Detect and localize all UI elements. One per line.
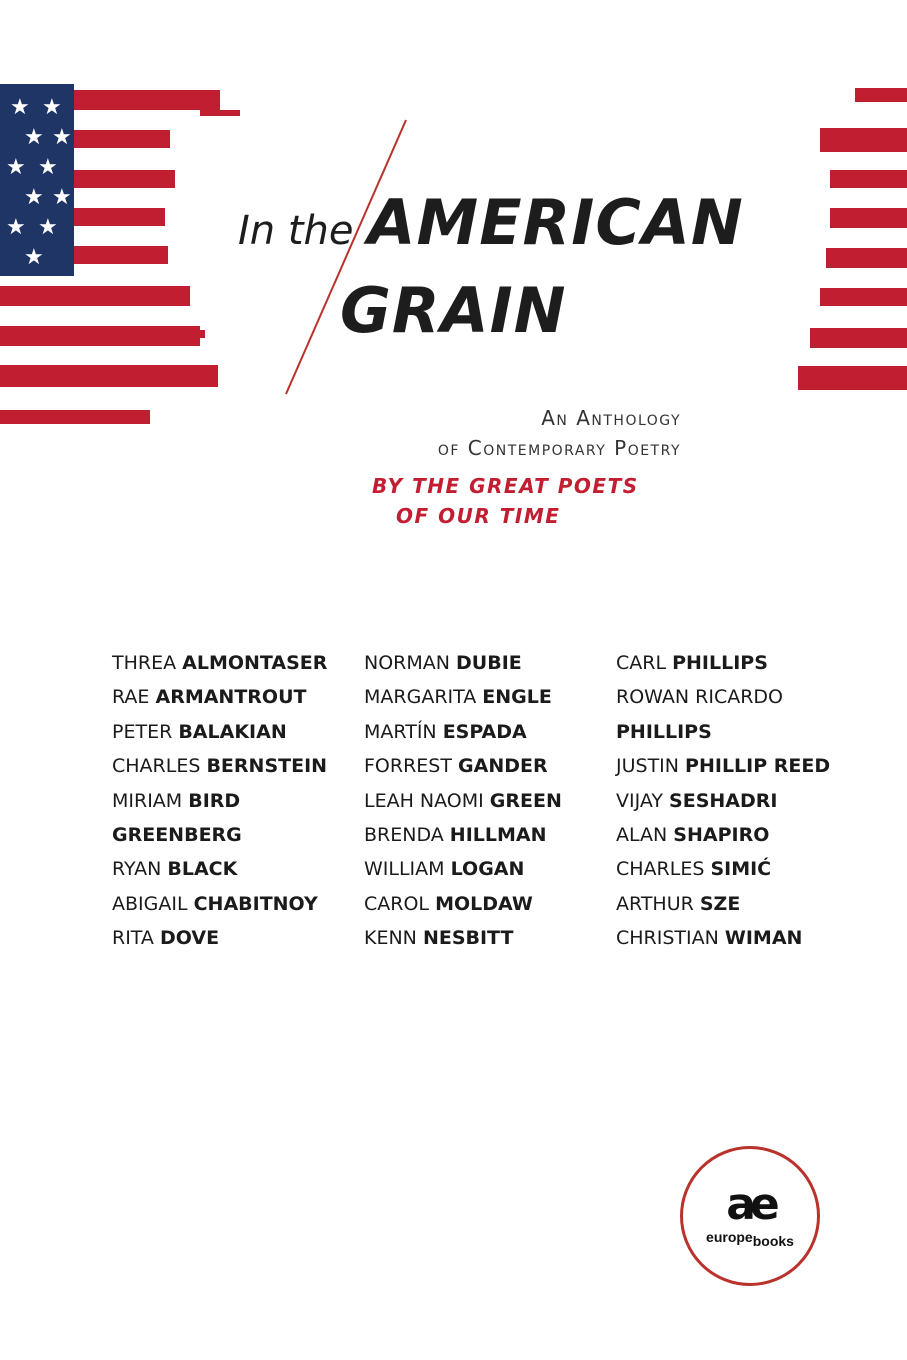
author-entry: CARL PHILLIPS — [616, 652, 768, 674]
author-entry: CAROL MOLDAW — [364, 892, 533, 915]
svg-text:★: ★ — [38, 155, 58, 180]
author-entry: RAE ARMANTROUT — [112, 686, 307, 709]
tagline-line-2: OF OUR TIME — [396, 504, 561, 528]
europebooks-logo-icon — [680, 1146, 820, 1286]
title-main-2: GRAIN — [340, 274, 567, 347]
author-entry: ABIGAIL CHABITNOY — [112, 892, 318, 915]
svg-text:★: ★ — [24, 125, 44, 150]
title-line-1 — [238, 186, 744, 259]
author-entry: ROWAN RICARDO — [616, 686, 784, 709]
author-entry: PHILLIPS — [616, 720, 712, 743]
author-entry: KENN NESBITT — [364, 927, 514, 950]
author-entry: JUSTIN PHILLIP REED — [616, 755, 831, 778]
subtitle-line-2: of Contemporary Poetry — [437, 436, 681, 460]
author-entry: ARTHUR SZE — [616, 892, 741, 915]
svg-text:★: ★ — [10, 95, 30, 120]
author-entry: MARGARITA ENGLE — [364, 686, 552, 709]
svg-text:★: ★ — [6, 155, 26, 180]
author-entry: ALAN SHAPIRO — [616, 823, 770, 846]
author-entry: RYAN BLACK — [112, 858, 238, 881]
author-entry: PETER BALAKIAN — [112, 720, 287, 743]
author-entry: FORREST GANDER — [364, 755, 548, 778]
authors-column-1 — [112, 650, 327, 960]
svg-text:★: ★ — [38, 215, 58, 240]
publisher-name: europebooks — [706, 1229, 794, 1249]
author-entry: GREENBERG — [112, 823, 242, 846]
authors-column-3 — [616, 650, 830, 960]
flag-right-icon — [790, 88, 907, 398]
svg-text:★: ★ — [52, 185, 72, 210]
svg-text:★: ★ — [6, 215, 26, 240]
author-entry: MARTÍN ESPADA — [364, 720, 527, 743]
subtitle-line-1: An Anthology — [541, 406, 681, 430]
author-entry: CHRISTIAN WIMAN — [616, 927, 803, 950]
svg-text:★: ★ — [24, 245, 44, 270]
flag-left-icon — [0, 80, 245, 430]
author-entry: WILLIAM LOGAN — [364, 858, 525, 881]
author-entry: THREA ALMONTASER — [112, 652, 328, 674]
svg-text:★: ★ — [52, 125, 72, 150]
author-entry: VIJAY SESHADRI — [616, 789, 778, 812]
svg-text:★: ★ — [24, 185, 44, 210]
author-entry: LEAH NAOMI GREEN — [364, 789, 562, 812]
author-entry: CHARLES SIMIĆ — [616, 858, 772, 881]
tagline-line-1: BY THE GREAT POETS — [372, 474, 639, 498]
author-entry: CHARLES BERNSTEIN — [112, 755, 328, 778]
author-entry: BRENDA HILLMAN — [364, 823, 547, 846]
author-entry: NORMAN DUBIE — [364, 652, 522, 674]
author-entry: RITA DOVE — [112, 927, 220, 950]
title-prefix: In the — [238, 208, 354, 254]
title-main-1: AMERICAN — [367, 186, 744, 259]
author-entry: MIRIAM BIRD — [112, 789, 241, 812]
publisher-mark: ae — [726, 1179, 774, 1230]
svg-text:★: ★ — [42, 95, 62, 120]
authors-column-2 — [364, 650, 562, 960]
